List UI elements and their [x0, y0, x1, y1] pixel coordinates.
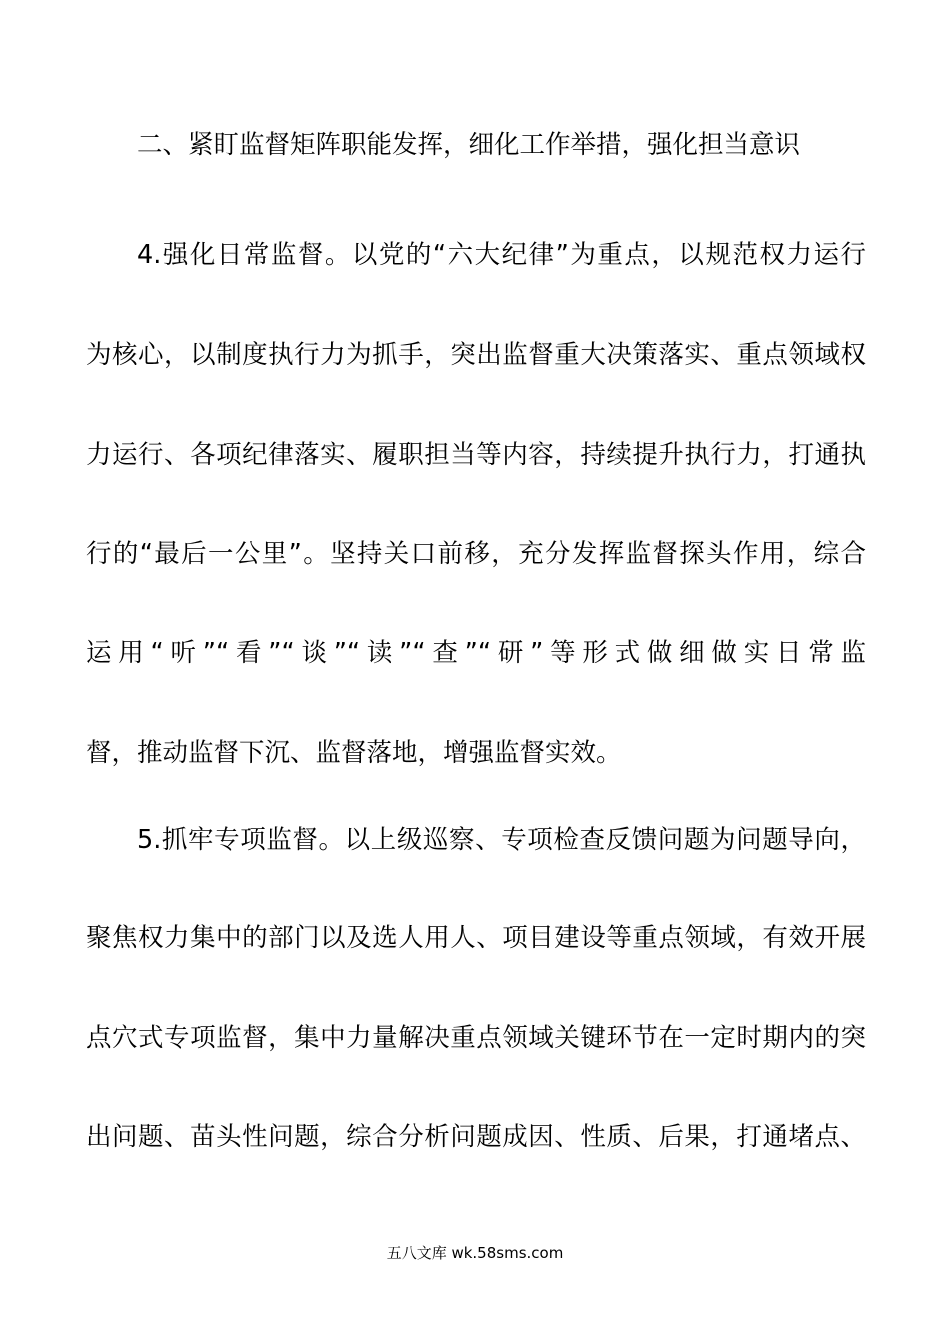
paragraph-line: 督，推动监督下沉、监督落地，增强监督实效。: [86, 738, 622, 768]
paragraph-line: 行的“最后一公里”。坚持关口前移，充分发挥监督探头作用，综合: [86, 539, 866, 569]
paragraph-line: 为核心，以制度执行力为抓手，突出监督重大决策落实、重点领域权: [86, 340, 866, 370]
paragraph-line: 聚焦权力集中的部门以及选人用人、项目建设等重点领域，有效开展: [86, 923, 866, 953]
paragraph-line: 力运行、各项纪律落实、履职担当等内容，持续提升执行力，打通执: [86, 440, 866, 470]
footer-watermark-text: 五八文库 wk.58sms.com: [386, 1244, 564, 1262]
section-heading: 二、紧盯监督矩阵职能发挥，细化工作举措，强化担当意识: [137, 130, 801, 160]
paragraph-line: 出问题、苗头性问题，综合分析问题成因、性质、后果，打通堵点、: [86, 1122, 866, 1152]
paragraph-line: 点穴式专项监督，集中力量解决重点领域关键环节在一定时期内的突: [86, 1023, 866, 1053]
paragraph-line: 5.抓牢专项监督。以上级巡察、专项检查反馈问题为问题导向，: [137, 825, 866, 855]
paragraph-line: 运用“听”“看”“谈”“读”“查”“研”等形式做细做实日常监: [86, 638, 866, 668]
paragraph-line: 4.强化日常监督。以党的“六大纪律”为重点，以规范权力运行: [137, 240, 866, 270]
